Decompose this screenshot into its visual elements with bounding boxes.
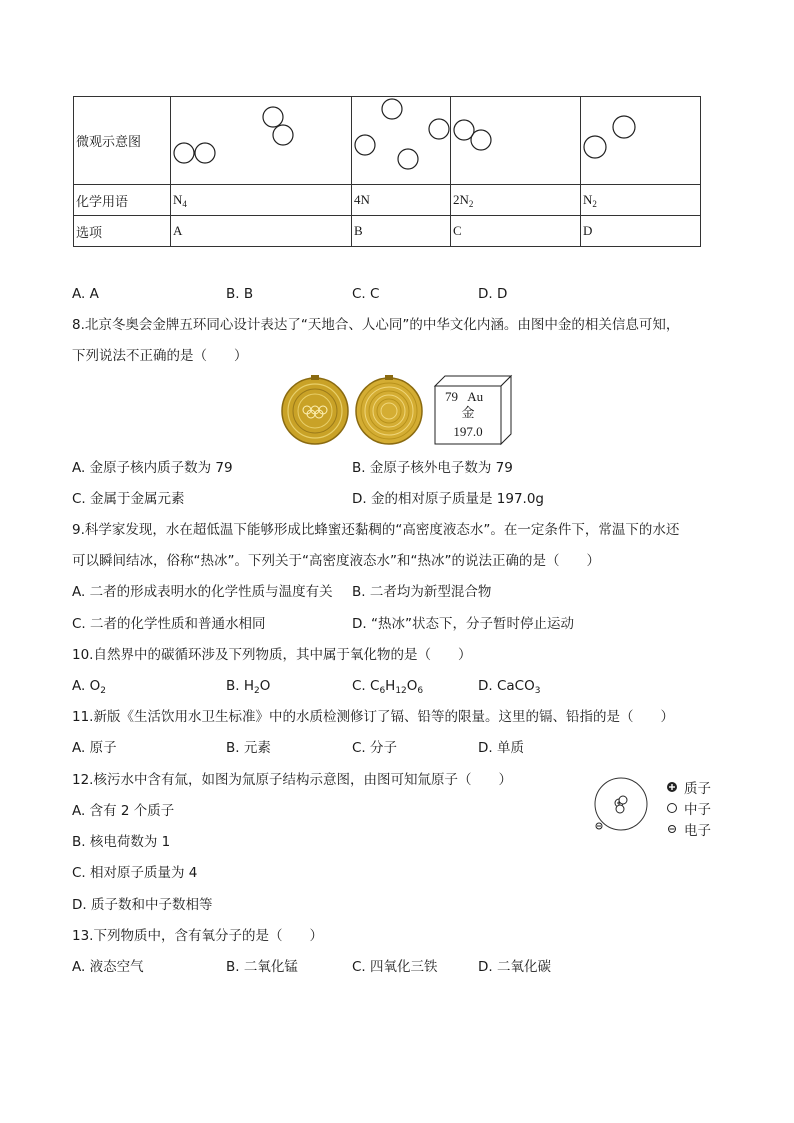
symbol-cell-a: $N_4$ bbox=[171, 185, 352, 216]
option-cell-b: B bbox=[352, 216, 451, 247]
q10-option-d: D. CaCO$_3$ bbox=[478, 678, 541, 696]
tritium-atom-diagram bbox=[585, 776, 657, 840]
q7-option-b: B. B bbox=[226, 286, 254, 302]
q13-option-b: B. 二氧化锰 bbox=[226, 959, 298, 975]
q9-stem-line2: 可以瞬间结冰，俗称“热冰”。下列关于“高密度液态水”和“热冰”的说法正确的是（ ） bbox=[72, 553, 600, 569]
q9-option-a: A. 二者的形成表明水的化学性质与温度有关 bbox=[72, 584, 333, 600]
q7-option-d: D. D bbox=[478, 286, 508, 302]
gold-element-card bbox=[433, 374, 513, 446]
q8-option-c: C. 金属于金属元素 bbox=[72, 491, 185, 507]
row-label-symbol: 化学用语 bbox=[74, 185, 171, 216]
q8-option-d: D. 金的相对原子质量是 197.0g bbox=[352, 491, 544, 507]
q11-option-c: C. 分子 bbox=[352, 740, 398, 756]
row-label-micro: 微观示意图 bbox=[74, 97, 171, 185]
micro-cell-c bbox=[451, 97, 581, 185]
q11-stem: 11.新版《生活饮用水卫生标准》中的水质检测修订了镉、铅等的限量。这里的镉、铅指的是（ ） bbox=[72, 709, 674, 725]
q12-option-a: A. 含有 2 个质子 bbox=[72, 803, 175, 819]
q10-option-a: A. $O_2$ bbox=[72, 678, 106, 696]
option-cell-c: C bbox=[451, 216, 581, 247]
element-mass: 197.0 bbox=[453, 424, 483, 439]
q8-stem-line2: 下列说法不正确的是（ ） bbox=[72, 348, 248, 364]
q12-option-b: B. 核电荷数为 1 bbox=[72, 834, 171, 850]
element-name: 金 bbox=[461, 406, 475, 421]
q7-option-a: A. A bbox=[72, 286, 99, 302]
q12-option-d: D. 质子数和中子数相等 bbox=[72, 897, 213, 913]
proton-icon bbox=[666, 781, 678, 793]
q9-option-d: D. “热冰”状态下，分子暂时停止运动 bbox=[352, 616, 574, 632]
q11-option-b: B. 元素 bbox=[226, 740, 271, 756]
q9-option-c: C. 二者的化学性质和普通水相同 bbox=[72, 616, 266, 632]
q12-stem: 12.核污水中含有氚，如图为氚原子结构示意图，由图可知氚原子（ ） bbox=[72, 772, 512, 788]
micro-diagram-b bbox=[354, 97, 450, 184]
q9-option-b: B. 二者均为新型混合物 bbox=[352, 584, 492, 600]
legend-neutron: 中子 bbox=[666, 797, 736, 818]
element-number: 79 bbox=[445, 389, 458, 404]
q13-option-a: A. 液态空气 bbox=[72, 959, 144, 975]
q10-option-c: C. $C_6H_{12}O_6$ bbox=[352, 678, 424, 696]
q11-option-a: A. 原子 bbox=[72, 740, 117, 756]
option-cell-d: D bbox=[581, 216, 701, 247]
micro-cell-b bbox=[352, 97, 451, 185]
atom-legend bbox=[666, 777, 736, 839]
symbol-cell-c: $2N_2$ bbox=[451, 185, 581, 216]
symbol-cell-b: 4N bbox=[352, 185, 451, 216]
q12-option-c: C. 相对原子质量为 4 bbox=[72, 865, 198, 881]
legend-electron: 电子 bbox=[666, 818, 736, 839]
q11-option-d: D. 单质 bbox=[478, 740, 524, 756]
row-label-option: 选项 bbox=[74, 216, 171, 247]
q13-stem: 13.下列物质中，含有氧分子的是（ ） bbox=[72, 928, 323, 944]
micro-cell-d bbox=[581, 97, 701, 185]
element-symbol: Au bbox=[467, 389, 484, 404]
q8-option-a: A. 金原子核内质子数为 79 bbox=[72, 460, 233, 476]
symbol-cell-d: $N_2$ bbox=[581, 185, 701, 216]
micro-diagram-d bbox=[583, 97, 700, 184]
q7-option-c: C. C bbox=[352, 286, 380, 302]
q13-option-c: C. 四氧化三铁 bbox=[352, 959, 438, 975]
neutron-icon bbox=[666, 802, 678, 814]
legend-proton: 质子 bbox=[666, 777, 736, 797]
electron-icon bbox=[666, 823, 678, 835]
gold-medal-front-image bbox=[280, 373, 350, 447]
q9-stem-line1: 9.科学家发现，水在超低温下能够形成比蜂蜜还黏稠的“高密度液态水”。在一定条件下，常温下的水还 bbox=[72, 522, 680, 538]
option-cell-a: A bbox=[171, 216, 352, 247]
micro-diagram-a bbox=[173, 97, 351, 184]
q10-stem: 10.自然界中的碳循环涉及下列物质，其中属于氧化物的是（ ） bbox=[72, 647, 472, 663]
q10-option-b: B. $H_2O$ bbox=[226, 678, 271, 696]
gold-medal-back-image bbox=[354, 373, 424, 447]
q8-stem-line1: 8.北京冬奥会金牌五环同心设计表达了“天地合、人心同”的中华文化内涵。由图中金的相关信息可知， bbox=[72, 317, 680, 333]
micro-diagram-c bbox=[453, 97, 580, 184]
micro-cell-a bbox=[171, 97, 352, 185]
q13-option-d: D. 二氧化碳 bbox=[478, 959, 551, 975]
micro-diagram-table bbox=[73, 96, 701, 247]
q8-option-b: B. 金原子核外电子数为 79 bbox=[352, 460, 513, 476]
